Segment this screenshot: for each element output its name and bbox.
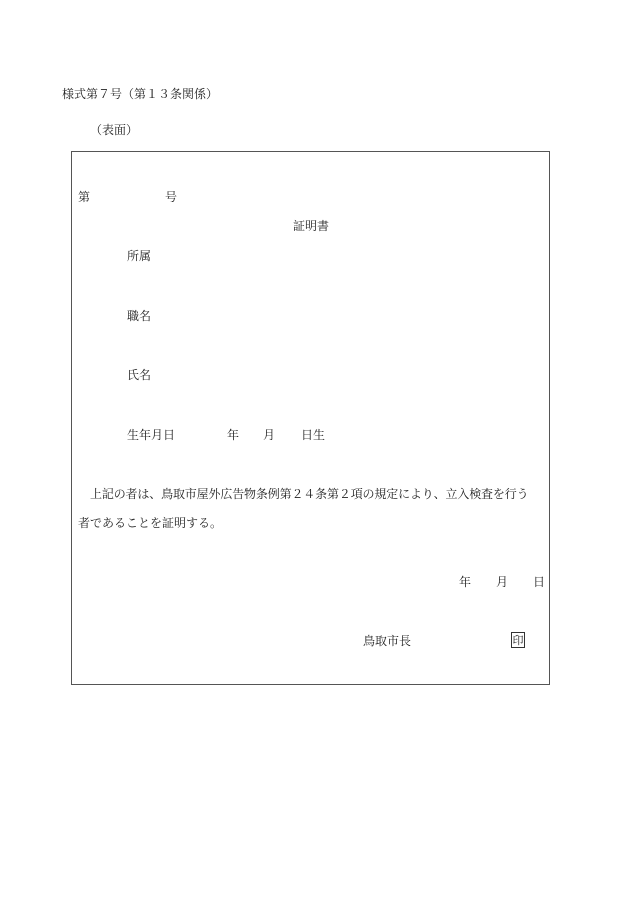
issue-month-label: 月 — [496, 575, 509, 589]
name-label: 氏名 — [127, 368, 152, 382]
body-text-line-1: 上記の者は、鳥取市屋外広告物条例第２４条第２項の規定により、立入検査を行う — [90, 487, 529, 501]
position-label: 職名 — [127, 309, 152, 323]
issue-day-label: 日 — [533, 575, 546, 589]
issue-year-label: 年 — [459, 575, 472, 589]
birth-month-label: 月 — [263, 428, 276, 442]
number-suffix: 号 — [165, 190, 178, 204]
number-prefix: 第 — [78, 190, 91, 204]
certificate-title: 証明書 — [293, 219, 330, 233]
issuer-name: 鳥取市長 — [363, 634, 412, 648]
seal-box — [511, 632, 525, 648]
birth-day-label: 日生 — [301, 428, 326, 442]
birthdate-label: 生年月日 — [127, 428, 176, 442]
side-label: （表面） — [90, 123, 139, 137]
seal-text: 印 — [512, 633, 524, 647]
affiliation-label: 所属 — [127, 249, 152, 263]
form-number: 様式第７号（第１３条関係） — [62, 87, 219, 101]
birth-year-label: 年 — [227, 428, 240, 442]
body-text-line-2: 者であることを証明する。 — [78, 516, 223, 530]
